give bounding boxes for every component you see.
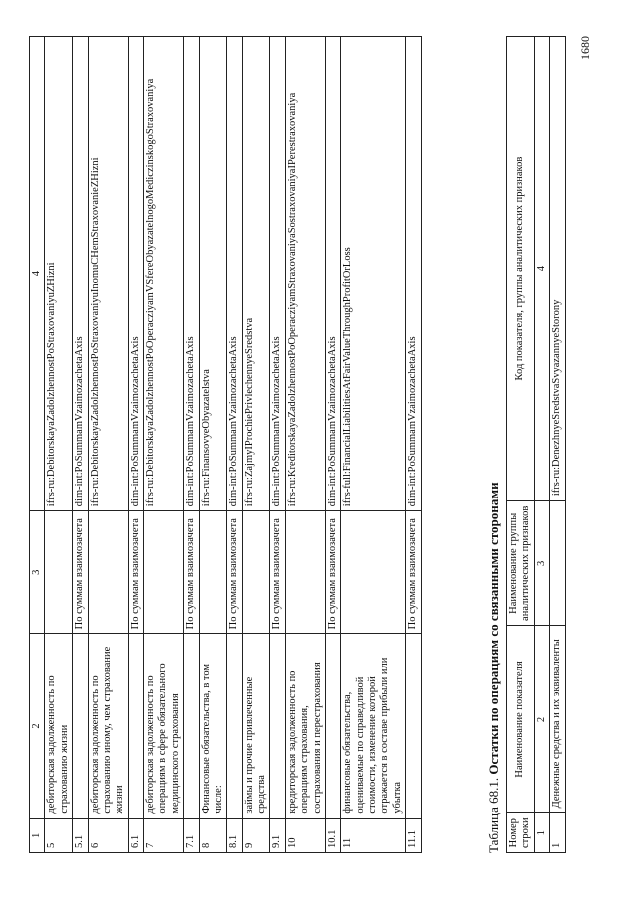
- caption-prefix: Таблица 68.1.: [486, 777, 501, 853]
- table-number-header-row: [30, 37, 45, 853]
- row-name: Финансовые обязательства, в том числе:: [199, 634, 227, 818]
- row-number: 1: [550, 813, 565, 853]
- header-col-1: 1: [30, 818, 45, 852]
- table-row: [128, 37, 143, 853]
- row-number: 8.1: [227, 818, 242, 852]
- row-code: dim-int:PoSummamVzaimozachetaAxis: [184, 37, 199, 511]
- col-header-group-name: Наименование группы аналитических признаков: [507, 501, 535, 626]
- col-number-2: 2: [534, 626, 549, 813]
- row-name: [184, 634, 199, 818]
- row-number: 10: [285, 818, 325, 852]
- row-group: [341, 511, 406, 634]
- table-row: [242, 37, 270, 853]
- row-number: 10.1: [325, 818, 340, 852]
- header-col-4: 4: [30, 37, 45, 511]
- row-number: 7: [144, 818, 184, 852]
- table-row: [88, 37, 128, 853]
- row-name: займы и прочие привлеченные средства: [242, 634, 270, 818]
- table-row: [285, 37, 325, 853]
- col-number-1: 1: [534, 813, 549, 853]
- row-name: дебиторская задолженность по страхованию жизни: [45, 634, 73, 818]
- column-header-row: [507, 37, 535, 853]
- row-name: Денежные средства и их эквиваленты: [550, 626, 565, 813]
- row-code: ifrs-ru:DebitorskayaZadolzhennostPoStraxovaniyuInomuCHemStraxovanieZHizni: [88, 37, 128, 511]
- row-group: [242, 511, 270, 634]
- table-row: [270, 37, 285, 853]
- row-number: 9.1: [270, 818, 285, 852]
- header-col-2: 2: [30, 634, 45, 818]
- table-row: [406, 37, 421, 853]
- row-group: [144, 511, 184, 634]
- row-code: ifrs-ru:KreditorskayaZadolzhennostPoOperacziyamStraxovaniyaSostraxovaniyaIPerestraxovaniya: [285, 37, 325, 511]
- row-name: [73, 634, 88, 818]
- row-code: ifrs-ru:DenezhnyeSredstvaSvyazannyeStorony: [550, 37, 565, 501]
- row-group: [285, 511, 325, 634]
- row-code: ifrs-ru:ZajmyIProchiePrivlechennyeSredstva: [242, 37, 270, 511]
- table-row: [227, 37, 242, 853]
- row-group: По суммам взаимозачета: [227, 511, 242, 634]
- row-name: дебиторская задолженность по операциям в сфере обязательного медицинского страхования: [144, 634, 184, 818]
- table-row: [199, 37, 227, 853]
- table-row: [341, 37, 406, 853]
- row-group: По суммам взаимозачета: [184, 511, 199, 634]
- table-row: [73, 37, 88, 853]
- row-name: [325, 634, 340, 818]
- col-header-row-number: Номер строки: [507, 813, 535, 853]
- row-group: [45, 511, 73, 634]
- row-name: дебиторская задолженность по страхованию иному, чем страхование жизни: [88, 634, 128, 818]
- row-group: [199, 511, 227, 634]
- row-name: [406, 634, 421, 818]
- row-number: 11: [341, 818, 406, 852]
- table-row: [550, 37, 565, 853]
- row-group: [550, 501, 565, 626]
- row-name: кредиторская задолженность по операциям страхования, сострахования и перестрахования: [285, 634, 325, 818]
- col-number-3: 3: [534, 501, 549, 626]
- row-number: 9: [242, 818, 270, 852]
- row-code: ifrs-full:FinancialLiabilitiesAtFairValueThroughProfitOrLoss: [341, 37, 406, 511]
- col-header-code: Код показателя, группы аналитических признаков: [507, 37, 535, 501]
- row-group: По суммам взаимозачета: [325, 511, 340, 634]
- row-code: dim-int:PoSummamVzaimozachetaAxis: [227, 37, 242, 511]
- table-row: [184, 37, 199, 853]
- table-row: [144, 37, 184, 853]
- row-number: 8: [199, 818, 227, 852]
- row-number: 6.1: [128, 818, 143, 852]
- row-group: По суммам взаимозачета: [128, 511, 143, 634]
- row-group: По суммам взаимозачета: [270, 511, 285, 634]
- row-code: dim-int:PoSummamVzaimozachetaAxis: [406, 37, 421, 511]
- row-code: dim-int:PoSummamVzaimozachetaAxis: [325, 37, 340, 511]
- caption-title: Остатки по операциям со связанными сторонами: [486, 482, 501, 775]
- row-name: финансовые обязательства, оцениваемые по справедливой стоимости, изменение которой отражается в составе прибыли или убытка: [341, 634, 406, 818]
- table-row: [45, 37, 73, 853]
- column-number-row: [534, 37, 549, 853]
- row-name: [270, 634, 285, 818]
- row-code: dim-int:PoSummamVzaimozachetaAxis: [73, 37, 88, 511]
- related-party-balances-table: [506, 36, 566, 853]
- page-number: 1680: [578, 36, 592, 60]
- row-group: По суммам взаимозачета: [406, 511, 421, 634]
- row-code: ifrs-ru:DebitorskayaZadolzhennostPoStraxovaniyuZHizni: [45, 37, 73, 511]
- row-code: dim-int:PoSummamVzaimozachetaAxis: [270, 37, 285, 511]
- col-number-4: 4: [534, 37, 549, 501]
- row-code: ifrs-ru:FinansovyeObyazatelstva: [199, 37, 227, 511]
- row-code: ifrs-ru:DebitorskayaZadolzhennostPoOperacziyamVSfereObyazatelnogoMediczinskogoStraxovaniya: [144, 37, 184, 511]
- table-body: [30, 37, 422, 853]
- row-number: 11.1: [406, 818, 421, 852]
- table-row: [325, 37, 340, 853]
- row-name: [227, 634, 242, 818]
- col-header-indicator-name: Наименование показателя: [507, 626, 535, 813]
- linked-balances-table-continued: [29, 36, 422, 853]
- row-name: [128, 634, 143, 818]
- header-col-3: 3: [30, 511, 45, 634]
- row-code: dim-int:PoSummamVzaimozachetaAxis: [128, 37, 143, 511]
- row-number: 5: [45, 818, 73, 852]
- row-group: По суммам взаимозачета: [73, 511, 88, 634]
- table-caption: [486, 482, 502, 853]
- row-number: 7.1: [184, 818, 199, 852]
- row-number: 6: [88, 818, 128, 852]
- row-group: [88, 511, 128, 634]
- row-number: 5.1: [73, 818, 88, 852]
